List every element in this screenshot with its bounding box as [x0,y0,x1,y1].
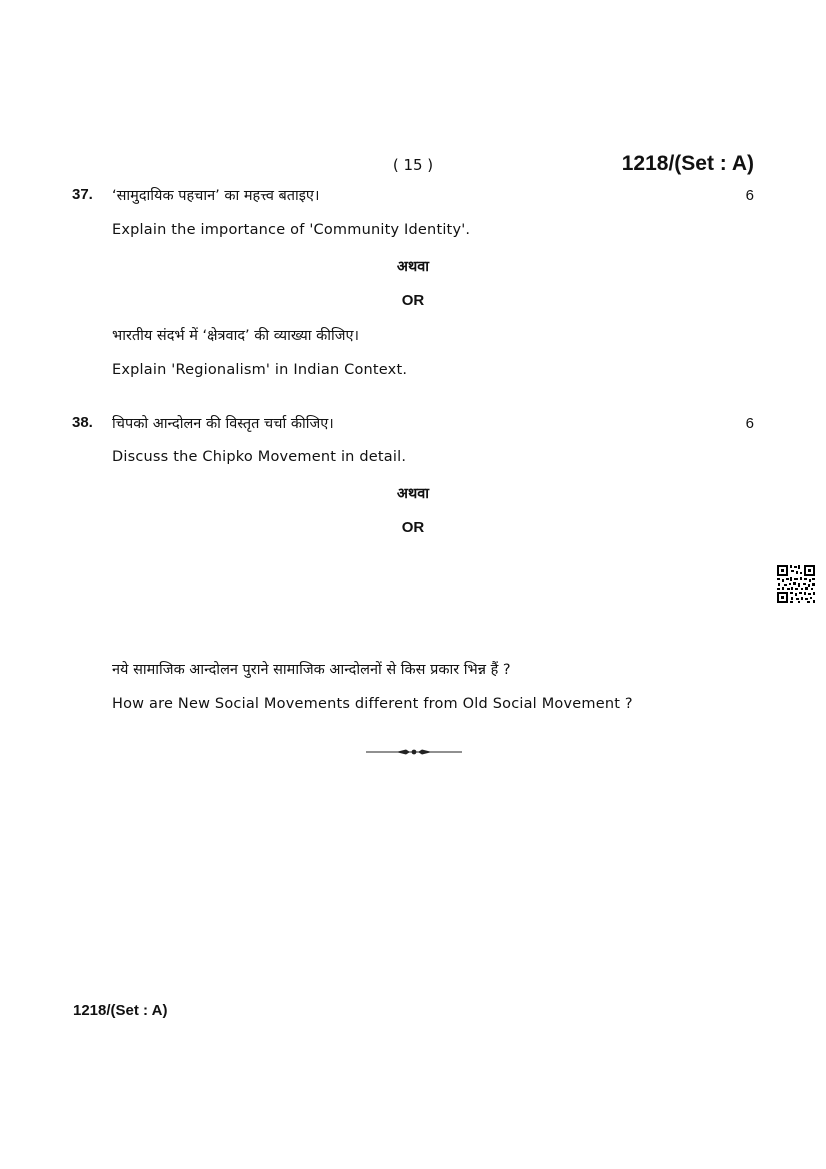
set-code-header: 1218/(Set : A) [621,152,754,175]
question-37-or-hindi: अथवा [396,259,430,275]
qr-code-icon [776,564,816,604]
question-number-38: 38. [72,414,93,431]
page-number: ( 15 ) [392,156,434,174]
question-38-alt-hindi: नये सामाजिक आन्दोलन पुराने सामाजिक आन्दोलनों से किस प्रकार भिन्न हैं ? [112,662,511,678]
question-37-hindi: ‘सामुदायिक पहचान’ का महत्त्व बताइए। [112,188,320,204]
end-ornament-icon [366,746,462,758]
question-37-or-english: OR [401,292,425,309]
question-38-alt-english: How are New Social Movements different from Old Social Movement ? [112,696,633,712]
set-code-footer: 1218/(Set : A) [73,1002,168,1019]
question-number-37: 37. [72,186,93,203]
question-38-marks: 6 [745,415,754,432]
question-38-or-hindi: अथवा [396,486,430,502]
question-37-alt-hindi: भारतीय संदर्भ में ‘क्षेत्रवाद’ की व्याख्या कीजिए। [112,328,360,344]
question-37-marks: 6 [745,187,754,204]
question-38-or-english: OR [401,519,425,536]
question-37-english: Explain the importance of 'Community Identity'. [112,222,471,238]
question-37-alt-english: Explain 'Regionalism' in Indian Context. [112,362,408,378]
question-38-english: Discuss the Chipko Movement in detail. [112,449,407,465]
question-38-hindi: चिपको आन्दोलन की विस्तृत चर्चा कीजिए। [112,416,334,432]
